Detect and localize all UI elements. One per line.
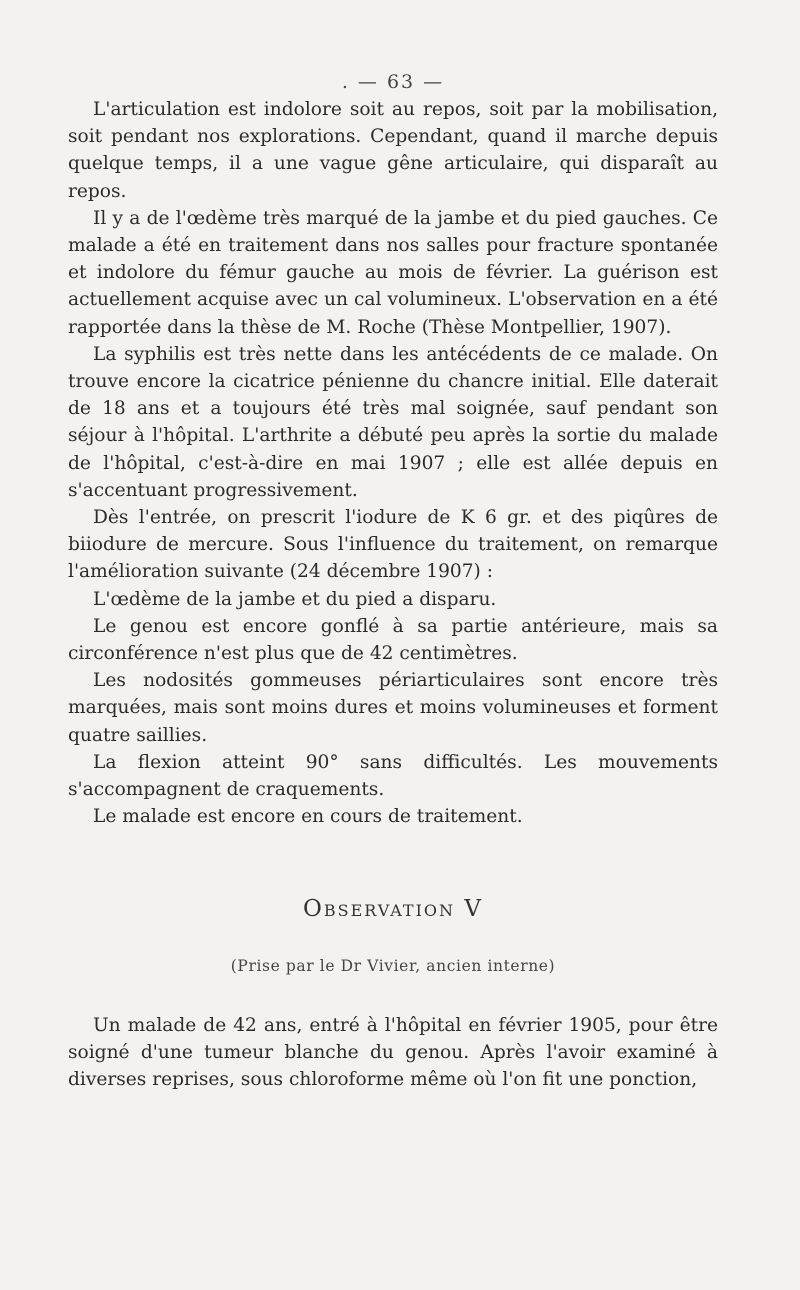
paragraph: Un malade de 42 ans, entré à l'hôpital en février 1905, pour être soigné d'une tumeur blanche du genou. Après l'avoir examiné à diverses reprises, sous chloroforme même où l'on fit une ponction, <box>68 1015 718 1091</box>
observation-text <box>68 1012 718 1094</box>
paragraph: La syphilis est très nette dans les antécédents de ce malade. On trouve encore la cicatrice pénienne du chancre initial. Elle daterait de 18 ans et a toujours été très mal soignée, sauf pendant son séjour à l'hôpital. L'arthrite a débuté peu après la sortie du malade de l'hôpital, c'est-à-dire en mai 1907 ; elle est allée depuis en s'accentuant progressivement. <box>68 343 718 501</box>
paragraph: Dès l'entrée, on prescrit l'iodure de K 6 gr. et des piqûres de biiodure de mercure. Sous l'influence du traitement, on remarque l'amélioration suivante (24 décembre 1907) : <box>68 507 718 583</box>
paragraph: La flexion atteint 90° sans difficultés. Les mouvements s'accompagnent de craquements. <box>68 751 718 801</box>
paragraph: Les nodosités gommeuses périarticulaires sont encore très marquées, mais sont moins dures et moins volumineuses et forment quatre saillies. <box>68 670 718 746</box>
paragraph: Il y a de l'œdème très marqué de la jambe et du pied gauches. Ce malade a été en traitement dans nos salles pour fracture spontanée et indolore du fémur gauche au mois de février. La guérison est actuellement acquise avec un cal volumineux. L'observation en a été rapportée dans la thèse de M. Roche (Thèse Montpellier, 1907). <box>68 207 718 338</box>
book-page <box>68 0 718 1290</box>
observation-credit: (Prise par le Dr Vivier, ancien interne) <box>230 957 556 975</box>
body-text <box>68 96 718 830</box>
paragraph: L'œdème de la jambe et du pied a disparu. <box>93 588 497 610</box>
observation-heading: Observation V <box>303 896 483 922</box>
paragraph: Le malade est encore en cours de traitement. <box>93 806 523 828</box>
paragraph: Le genou est encore gonflé à sa partie antérieure, mais sa circonférence n'est plus que de 42 centimètres. <box>68 615 718 665</box>
paragraph: L'articulation est indolore soit au repos, soit par la mobilisation, soit pendant nos explorations. Cependant, quand il marche depuis quelque temps, il a une vague gêne articulaire, qui disparaît au repos. <box>68 99 718 202</box>
page-number: . — 63 — <box>341 71 445 93</box>
